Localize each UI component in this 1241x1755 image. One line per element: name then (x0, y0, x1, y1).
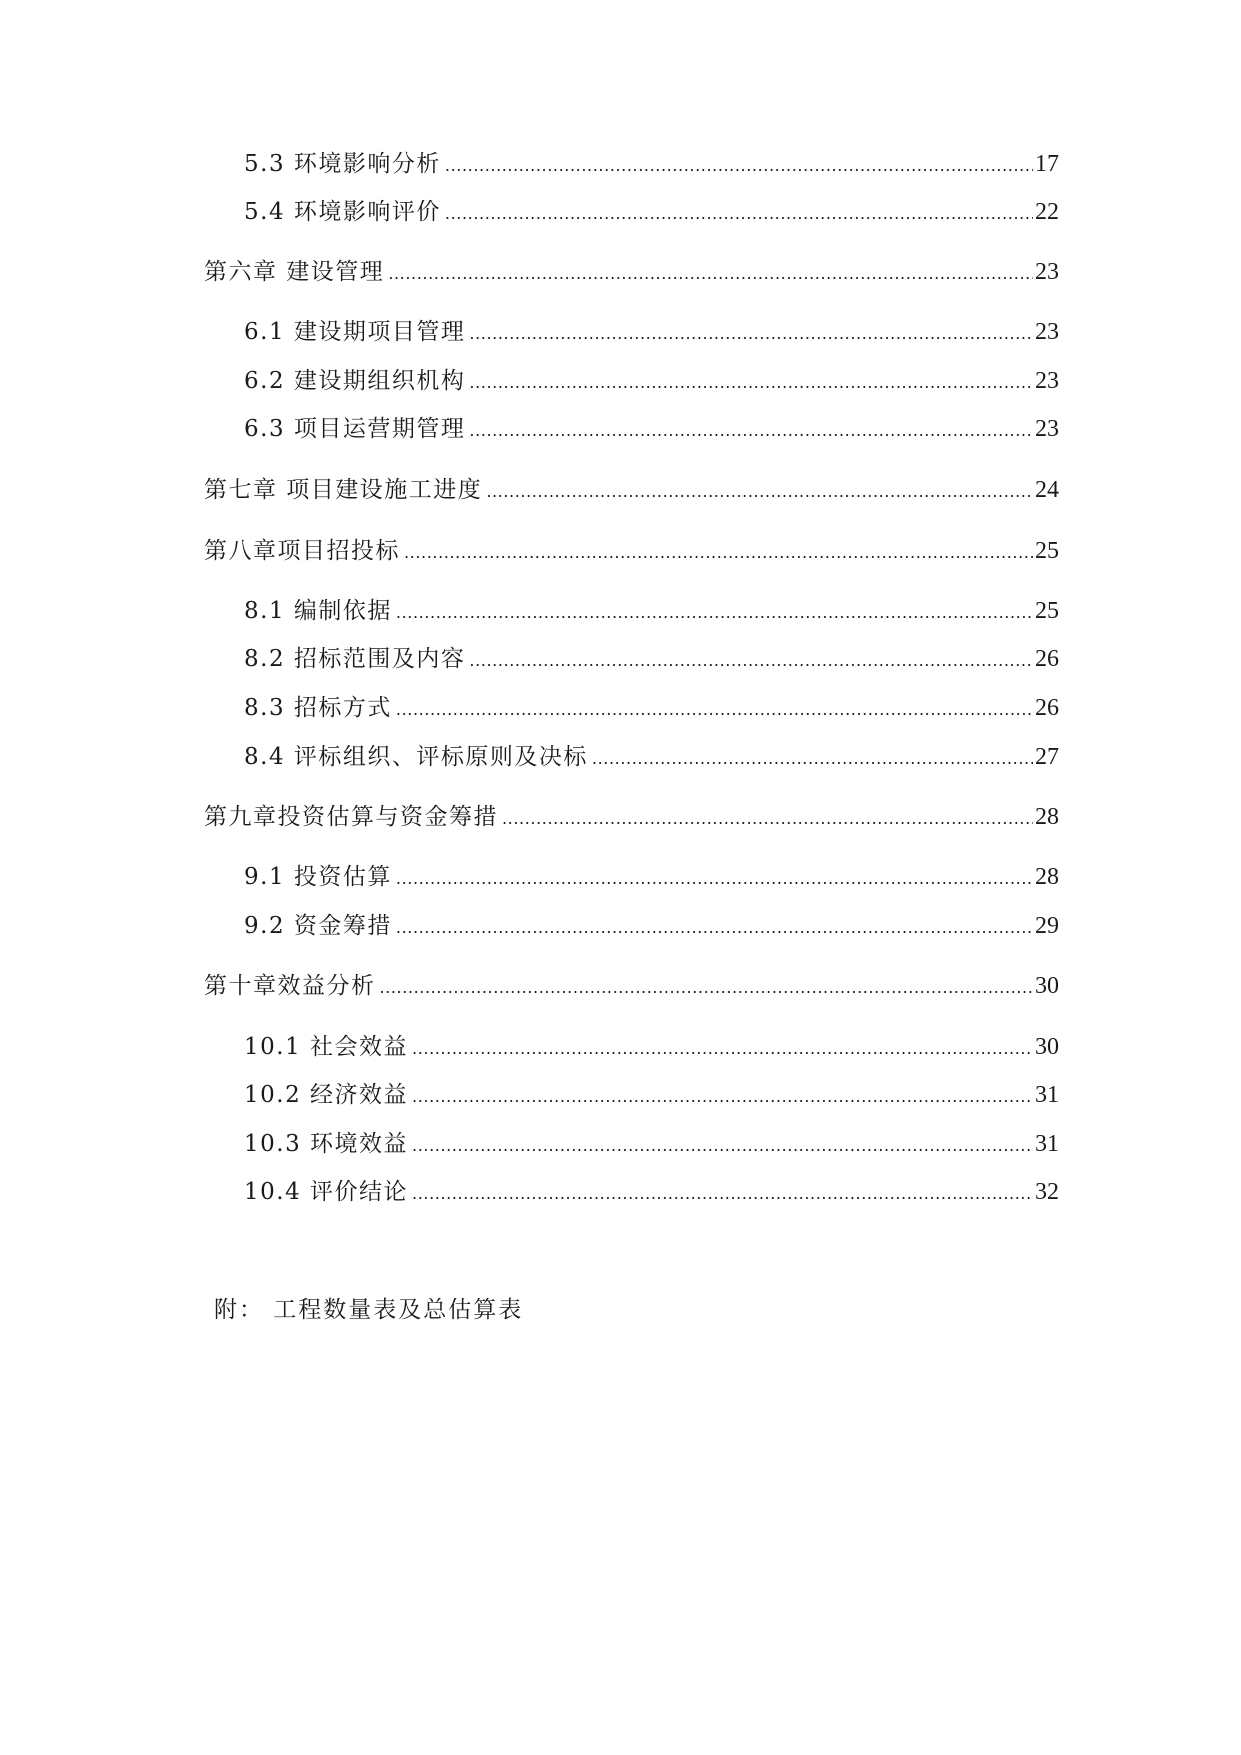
toc-chapter-10[interactable] (204, 969, 1059, 1003)
toc-dot-leader (396, 911, 1033, 945)
toc-page-number: 24 (1035, 477, 1059, 503)
toc-page-number: 28 (1035, 864, 1059, 890)
toc-page-number: 23 (1035, 259, 1059, 285)
toc-dot-leader (396, 693, 1033, 727)
toc-entry-label: 10.2 经济效益 (244, 1082, 409, 1108)
toc-entry-label: 8.1 编制依据 (244, 598, 392, 624)
toc-entry-8-4[interactable] (244, 740, 1059, 774)
toc-chapter-label: 第八章项目招投标 (204, 538, 400, 564)
toc-dot-leader (486, 475, 1033, 509)
toc-page-number: 25 (1035, 598, 1059, 624)
toc-entry-8-3[interactable] (244, 691, 1059, 725)
toc-page-number: 23 (1035, 368, 1059, 394)
toc-dot-leader (445, 149, 1033, 183)
toc-page-number: 27 (1035, 744, 1059, 770)
toc-entry-label: 10.3 环境效益 (244, 1131, 409, 1157)
toc-page-number: 26 (1035, 695, 1059, 721)
toc-entry-10-2[interactable] (244, 1078, 1059, 1112)
toc-entry-label: 8.3 招标方式 (244, 695, 392, 721)
toc-entry-8-1[interactable] (244, 594, 1059, 628)
toc-dot-leader (388, 257, 1033, 291)
toc-page-number: 32 (1035, 1179, 1059, 1205)
toc-page-number: 17 (1035, 151, 1059, 177)
toc-entry-label: 8.2 招标范围及内容 (244, 646, 466, 672)
toc-entry-label: 8.4 评标组织、评标原则及决标 (244, 744, 588, 770)
toc-page-number: 30 (1035, 973, 1059, 999)
toc-dot-leader (469, 414, 1033, 448)
toc-dot-leader (412, 1177, 1033, 1211)
toc-dot-leader (396, 862, 1033, 896)
toc-dot-leader (445, 197, 1033, 231)
toc-chapter-6[interactable] (204, 255, 1059, 289)
toc-page-number: 23 (1035, 416, 1059, 442)
toc-dot-leader (592, 742, 1033, 776)
toc-entry-label: 5.3 环境影响分析 (244, 151, 441, 177)
toc-chapter-label: 第九章投资估算与资金筹措 (204, 804, 498, 830)
toc-dot-leader (412, 1032, 1033, 1066)
toc-page-number: 25 (1035, 538, 1059, 564)
toc-entry-label: 10.4 评价结论 (244, 1179, 409, 1205)
toc-dot-leader (469, 644, 1033, 678)
toc-entry-label: 5.4 环境影响评价 (244, 199, 441, 225)
toc-page-number: 22 (1035, 199, 1059, 225)
toc-page-number: 30 (1035, 1034, 1059, 1060)
toc-dot-leader (404, 536, 1033, 570)
toc-entry-9-2[interactable] (244, 909, 1059, 943)
toc-entry-5-3[interactable] (244, 147, 1059, 181)
toc-entry-10-1[interactable] (244, 1030, 1059, 1064)
toc-page-number: 26 (1035, 646, 1059, 672)
appendix-note: 附： 工程数量表及总估算表 (214, 1297, 524, 1323)
toc-page-number: 23 (1035, 319, 1059, 345)
toc-dot-leader (396, 596, 1033, 630)
toc-chapter-8[interactable] (204, 534, 1059, 568)
toc-entry-6-3[interactable] (244, 412, 1059, 446)
toc-entry-6-1[interactable] (244, 315, 1059, 349)
toc-chapter-9[interactable] (204, 800, 1059, 834)
toc-entry-9-1[interactable] (244, 860, 1059, 894)
toc-dot-leader (469, 366, 1033, 400)
toc-entry-6-2[interactable] (244, 364, 1059, 398)
toc-page-number: 28 (1035, 804, 1059, 830)
toc-dot-leader (502, 802, 1033, 836)
toc-chapter-label: 第十章效益分析 (204, 973, 376, 999)
toc-entry-10-4[interactable] (244, 1175, 1059, 1209)
toc-page-number: 31 (1035, 1082, 1059, 1108)
toc-entry-10-3[interactable] (244, 1127, 1059, 1161)
toc-entry-label: 6.3 项目运营期管理 (244, 416, 466, 442)
toc-chapter-label: 第六章 建设管理 (204, 259, 385, 285)
toc-entry-5-4[interactable] (244, 195, 1059, 229)
toc-dot-leader (412, 1080, 1033, 1114)
toc-dot-leader (380, 971, 1034, 1005)
toc-entry-8-2[interactable] (244, 642, 1059, 676)
toc-dot-leader (412, 1129, 1033, 1163)
toc-entry-label: 10.1 社会效益 (244, 1034, 409, 1060)
toc-chapter-label: 第七章 项目建设施工进度 (204, 477, 483, 503)
toc-entry-label: 9.1 投资估算 (244, 864, 392, 890)
toc-entry-label: 6.2 建设期组织机构 (244, 368, 466, 394)
toc-chapter-7[interactable] (204, 473, 1059, 507)
toc-entry-label: 6.1 建设期项目管理 (244, 319, 466, 345)
toc-entry-label: 9.2 资金筹措 (244, 913, 392, 939)
toc-page-number: 31 (1035, 1131, 1059, 1157)
toc-dot-leader (469, 317, 1033, 351)
toc-page-number: 29 (1035, 913, 1059, 939)
